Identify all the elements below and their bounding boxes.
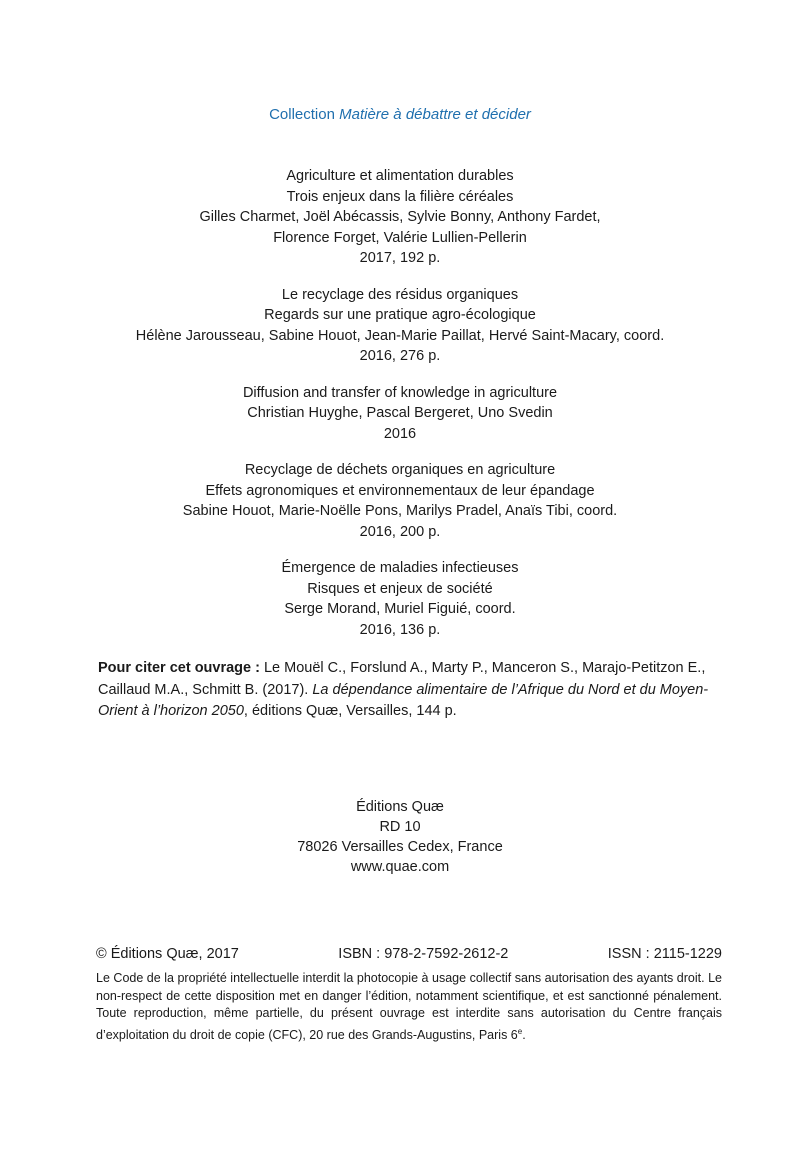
book-line: Agriculture et alimentation durables	[286, 168, 514, 184]
legal-notice	[96, 970, 722, 1044]
book-line: Diffusion and transfer of knowledge in agriculture	[242, 384, 558, 401]
publisher-address	[0, 797, 800, 877]
book-entry	[0, 558, 800, 640]
copyright: © Éditions Quæ, 2017	[96, 946, 239, 962]
citation-authors: Le Mouël C., Forslund A., Marty P., Manceron S., Marajo-Petitzon E., Caillaud M.A., Schmitt B. (2017).	[98, 660, 706, 698]
publisher-address-line1: RD 10	[379, 819, 421, 835]
collection-prefix: Collection	[269, 106, 340, 123]
book-line: 2016, 276 p.	[359, 348, 441, 364]
publisher-address-line2: 78026 Versailles Cedex, France	[297, 839, 503, 855]
publisher-website: www.quae.com	[350, 859, 450, 875]
book-line: Florence Forget, Valérie Lullien-Pellerin	[273, 229, 527, 246]
book-line: Gilles Charmet, Joël Abécassis, Sylvie Bonny, Anthony Fardet,	[199, 209, 601, 225]
book-line: 2016	[383, 425, 417, 442]
citation-rest: , éditions Quæ, Versailles, 144 p.	[243, 703, 457, 719]
isbn: ISBN : 978-2-7592-2612-2	[338, 946, 509, 962]
publisher-name: Éditions Quæ	[356, 799, 444, 815]
footer-identifiers	[96, 946, 722, 962]
book-line: Émergence de maladies infectieuses	[281, 560, 519, 576]
book-line: Hélène Jarousseau, Sabine Houot, Jean-Marie Paillat, Hervé Saint-Macary, coord.	[135, 327, 665, 344]
book-line: Regards sur une pratique agro-écologique	[264, 307, 536, 323]
book-line: Effets agronomiques et environnementaux de leur épandage	[205, 482, 595, 499]
legal-end: .	[522, 1027, 526, 1042]
citation-title: La dépendance alimentaire de l’Afrique du Nord et du Moyen-Orient à l’horizon 2050	[98, 681, 709, 719]
book-entry	[0, 460, 800, 542]
book-list	[0, 166, 800, 656]
citation-label: Pour citer cet ouvrage :	[98, 660, 260, 676]
collection-title	[0, 106, 800, 123]
collection-name: Matière à débattre et décider	[339, 106, 531, 123]
citation	[98, 658, 718, 723]
legal-text: Le Code de la propriété intellectuelle interdit la photocopie à usage collectif sans autorisation des ayants droit. Le non-respect de cette disposition met en danger l’édition, notamment scientifique, et est sanctionné pénalement. Toute reproduction, même partielle, du présent ouvrage est interdite sans autorisation du Centre français d’exploitation du droit de copie (CFC), 20 rue des Grands-Augustins, Paris 6	[96, 971, 722, 1042]
book-line: Le recyclage des résidus organiques	[281, 286, 519, 303]
book-entry	[0, 166, 800, 269]
book-line: Sabine Houot, Marie-Noëlle Pons, Marilys Pradel, Anaïs Tibi, coord.	[182, 503, 618, 519]
issn: ISSN : 2115-1229	[607, 946, 722, 962]
book-line: Christian Huyghe, Pascal Bergeret, Uno Svedin	[247, 405, 553, 421]
book-line: Serge Morand, Muriel Figuié, coord.	[284, 601, 516, 617]
book-line: 2016, 200 p.	[359, 523, 441, 540]
book-line: Risques et enjeux de société	[307, 580, 493, 597]
book-line: 2017, 192 p.	[359, 250, 441, 266]
book-entry	[0, 383, 800, 445]
book-line: Trois enjeux dans la filière céréales	[286, 188, 514, 205]
book-line: 2016, 136 p.	[359, 621, 441, 638]
legal-superscript: e	[517, 1026, 523, 1036]
book-entry	[0, 285, 800, 367]
book-line: Recyclage de déchets organiques en agriculture	[244, 462, 556, 478]
